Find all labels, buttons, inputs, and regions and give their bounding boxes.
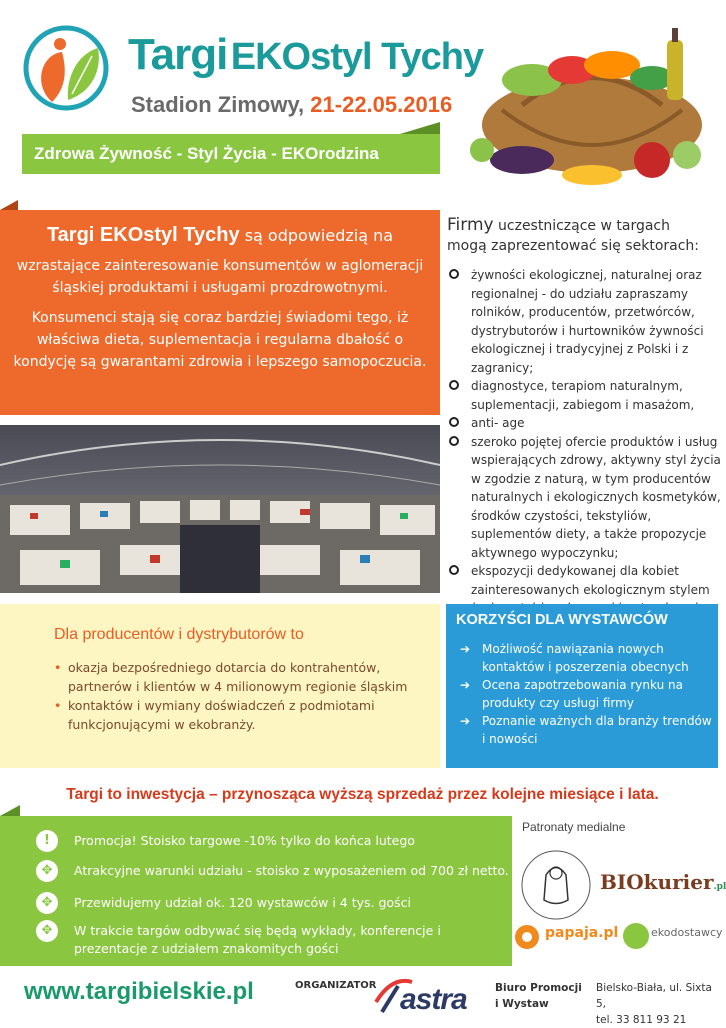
producers-block: [0, 604, 440, 768]
list-item: [447, 377, 722, 414]
list-item: • kontaktów i wymiany doświadczeń z podmiotami funkcjonującymi w ekobranży.: [54, 696, 440, 734]
sector-text: żywności ekologicznej, naturalnej oraz regionalnej - do udziału zapraszamy rolników, producentów, przetwórców, dystrybutorów i hurtowników żywności ekologicznej i tradycyjnej z Polski i z zagranicy;: [471, 268, 704, 375]
list-item: [456, 676, 718, 712]
bielskie-smaki-stamp-logo: [516, 845, 596, 925]
title-word-targi: Targi: [128, 30, 228, 79]
papaja-name: papaja.pl: [545, 925, 619, 941]
circle-bullet-icon: [449, 269, 459, 279]
list-item: [447, 414, 722, 433]
website-link[interactable]: www.targibielskie.pl: [24, 978, 254, 1005]
intro-block: [0, 210, 440, 415]
offer-text: W trakcie targów odbywać się będą wykłady, konferencje i prezentacje z udziałem znakomitych gości: [74, 923, 441, 956]
list-item: [456, 712, 718, 748]
organizer-label: ORGANIZATOR: [295, 980, 377, 991]
sectors-section: [447, 215, 722, 618]
benefit-text: Poznanie ważnych dla branży trendów i nowości: [482, 714, 712, 746]
astra-name: astra: [400, 983, 467, 1016]
sector-text: diagnostyce, terapiom naturalnym, suplementacji, zabiegom i masażom,: [471, 379, 695, 412]
page-title: [128, 30, 483, 80]
sector-text: szeroko pojętej ofercie produktów i usług wspierających zdrowy, aktywny styl życia w zgodzie z naturą, w tym producentów naturalnych i ekologicznych kosmetyków, środków czystości, tekstyliów, suplementów diety, a także propozycje aktywnego wypoczynku;: [471, 434, 721, 560]
venue: Stadion Zimowy,: [131, 92, 305, 117]
diamond-arrows-icon: ✥: [36, 920, 58, 942]
organizer-address: [596, 980, 725, 1028]
list-item: [456, 640, 718, 676]
event-venue-date: [131, 92, 452, 118]
benefits-title: KORZYŚCI DLA WYSTAWCÓW: [456, 612, 668, 628]
organizer-name: [495, 980, 582, 1012]
vegetable-basket-image: [462, 10, 722, 190]
investment-slogan: Targi to inwestycja – przynosząca wyższą sprzedaż przez kolejne miesiące i lata.: [66, 786, 659, 803]
producers-list: [54, 658, 440, 734]
benefit-text: Ocena zapotrzebowania rynku na produkty czy usługi firmy: [482, 678, 683, 710]
offer-block: [0, 816, 512, 966]
sectors-list: [447, 266, 722, 618]
biokurier-suffix: .pl: [713, 882, 726, 892]
ekodostawcy-name: ekodostawcy: [651, 926, 723, 939]
list-item: [447, 433, 722, 563]
arrow-right-icon: ➔: [460, 714, 471, 728]
banner-fold: [400, 122, 440, 134]
offer-text: Promocja! Stoisko targowe -10% tylko do końca lutego: [74, 833, 415, 848]
sector-text: ekspozycji dedykowanej dla kobiet zainteresowanych ekologicznym stylem: [471, 564, 710, 597]
media-patrons-label: Patronaty medialne: [522, 820, 626, 834]
event-date: 21-22.05.2016: [310, 92, 453, 117]
intro-heading: [10, 224, 430, 247]
orange-fold: [0, 200, 18, 210]
diamond-arrows-icon: ✥: [36, 892, 58, 914]
intro-paragraph-1: wzrastające zainteresowanie konsumentów w aglomeracji śląskiej produktami i usługami prozdrowotnymi.: [16, 258, 424, 296]
organizer-line2: i Wystaw: [495, 998, 549, 1010]
sectors-intro-line2: mogą zaprezentować się sektorach:: [447, 238, 699, 254]
intro-heading-rest: są odpowiedzią na: [239, 226, 394, 245]
exclamation-icon: !: [36, 830, 58, 852]
sectors-intro: [447, 215, 722, 256]
sectors-intro-line1: uczestniczące w targach: [493, 218, 671, 234]
biokurier-logo: [600, 870, 726, 894]
sectors-intro-firmy: Firmy: [447, 215, 494, 235]
circle-bullet-icon: [449, 417, 459, 427]
sector-text: anti- age: [471, 416, 525, 430]
slogan-banner: [22, 134, 440, 174]
arrow-right-icon: ➔: [460, 678, 471, 692]
intro-heading-bold: Targi EKOstyl Tychy: [46, 224, 240, 246]
list-item: • okazja bezpośredniego dotarcia do kontrahentów, partnerów i klientów w 4 milionowym regionie śląskim: [54, 658, 440, 696]
circle-bullet-icon: [449, 436, 459, 446]
biokurier-name: BIOkurier: [600, 870, 714, 894]
intro-paragraph-2: Konsumenci stają się coraz bardziej świadomi tego, iż właściwa dieta, suplementacja i regularna dbałość o kondycję są gwarantami zdrowia i lepszego samopoczucia.: [13, 310, 427, 370]
diamond-arrows-icon: ✥: [36, 860, 58, 882]
offer-text: Przewidujemy udział ok. 120 wystawców i 4 tys. gości: [74, 895, 411, 910]
organizer-line1: Biuro Promocji: [495, 982, 582, 994]
offer-text: Atrakcyjne warunki udziału - stoisko z wyposażeniem od 700 zł netto.: [74, 863, 509, 878]
slogan-text: Zdrowa Żywność - Styl Życia - EKOrodzina: [34, 144, 379, 163]
phone-line: tel. 33 811 93 21: [596, 1014, 687, 1026]
list-item: [447, 266, 722, 377]
green-fold: [0, 805, 20, 816]
circle-bullet-icon: [449, 565, 459, 575]
address-line: Bielsko-Biała, ul. Sixta 5,: [596, 982, 712, 1010]
arrow-right-icon: ➔: [460, 642, 471, 656]
benefits-list: [456, 640, 718, 748]
benefit-text: Możliwość nawiązania nowych kontaktów i poszerzenia obecnych: [482, 642, 689, 674]
ekostyl-logo: [22, 24, 110, 112]
circle-bullet-icon: [449, 380, 459, 390]
title-ekostyl: EKOstyl Tychy: [230, 36, 484, 78]
exhibition-hall-photo: [0, 425, 440, 593]
producers-title: Dla producentów i dystrybutorów to: [54, 626, 304, 643]
benefits-block: [446, 604, 718, 768]
